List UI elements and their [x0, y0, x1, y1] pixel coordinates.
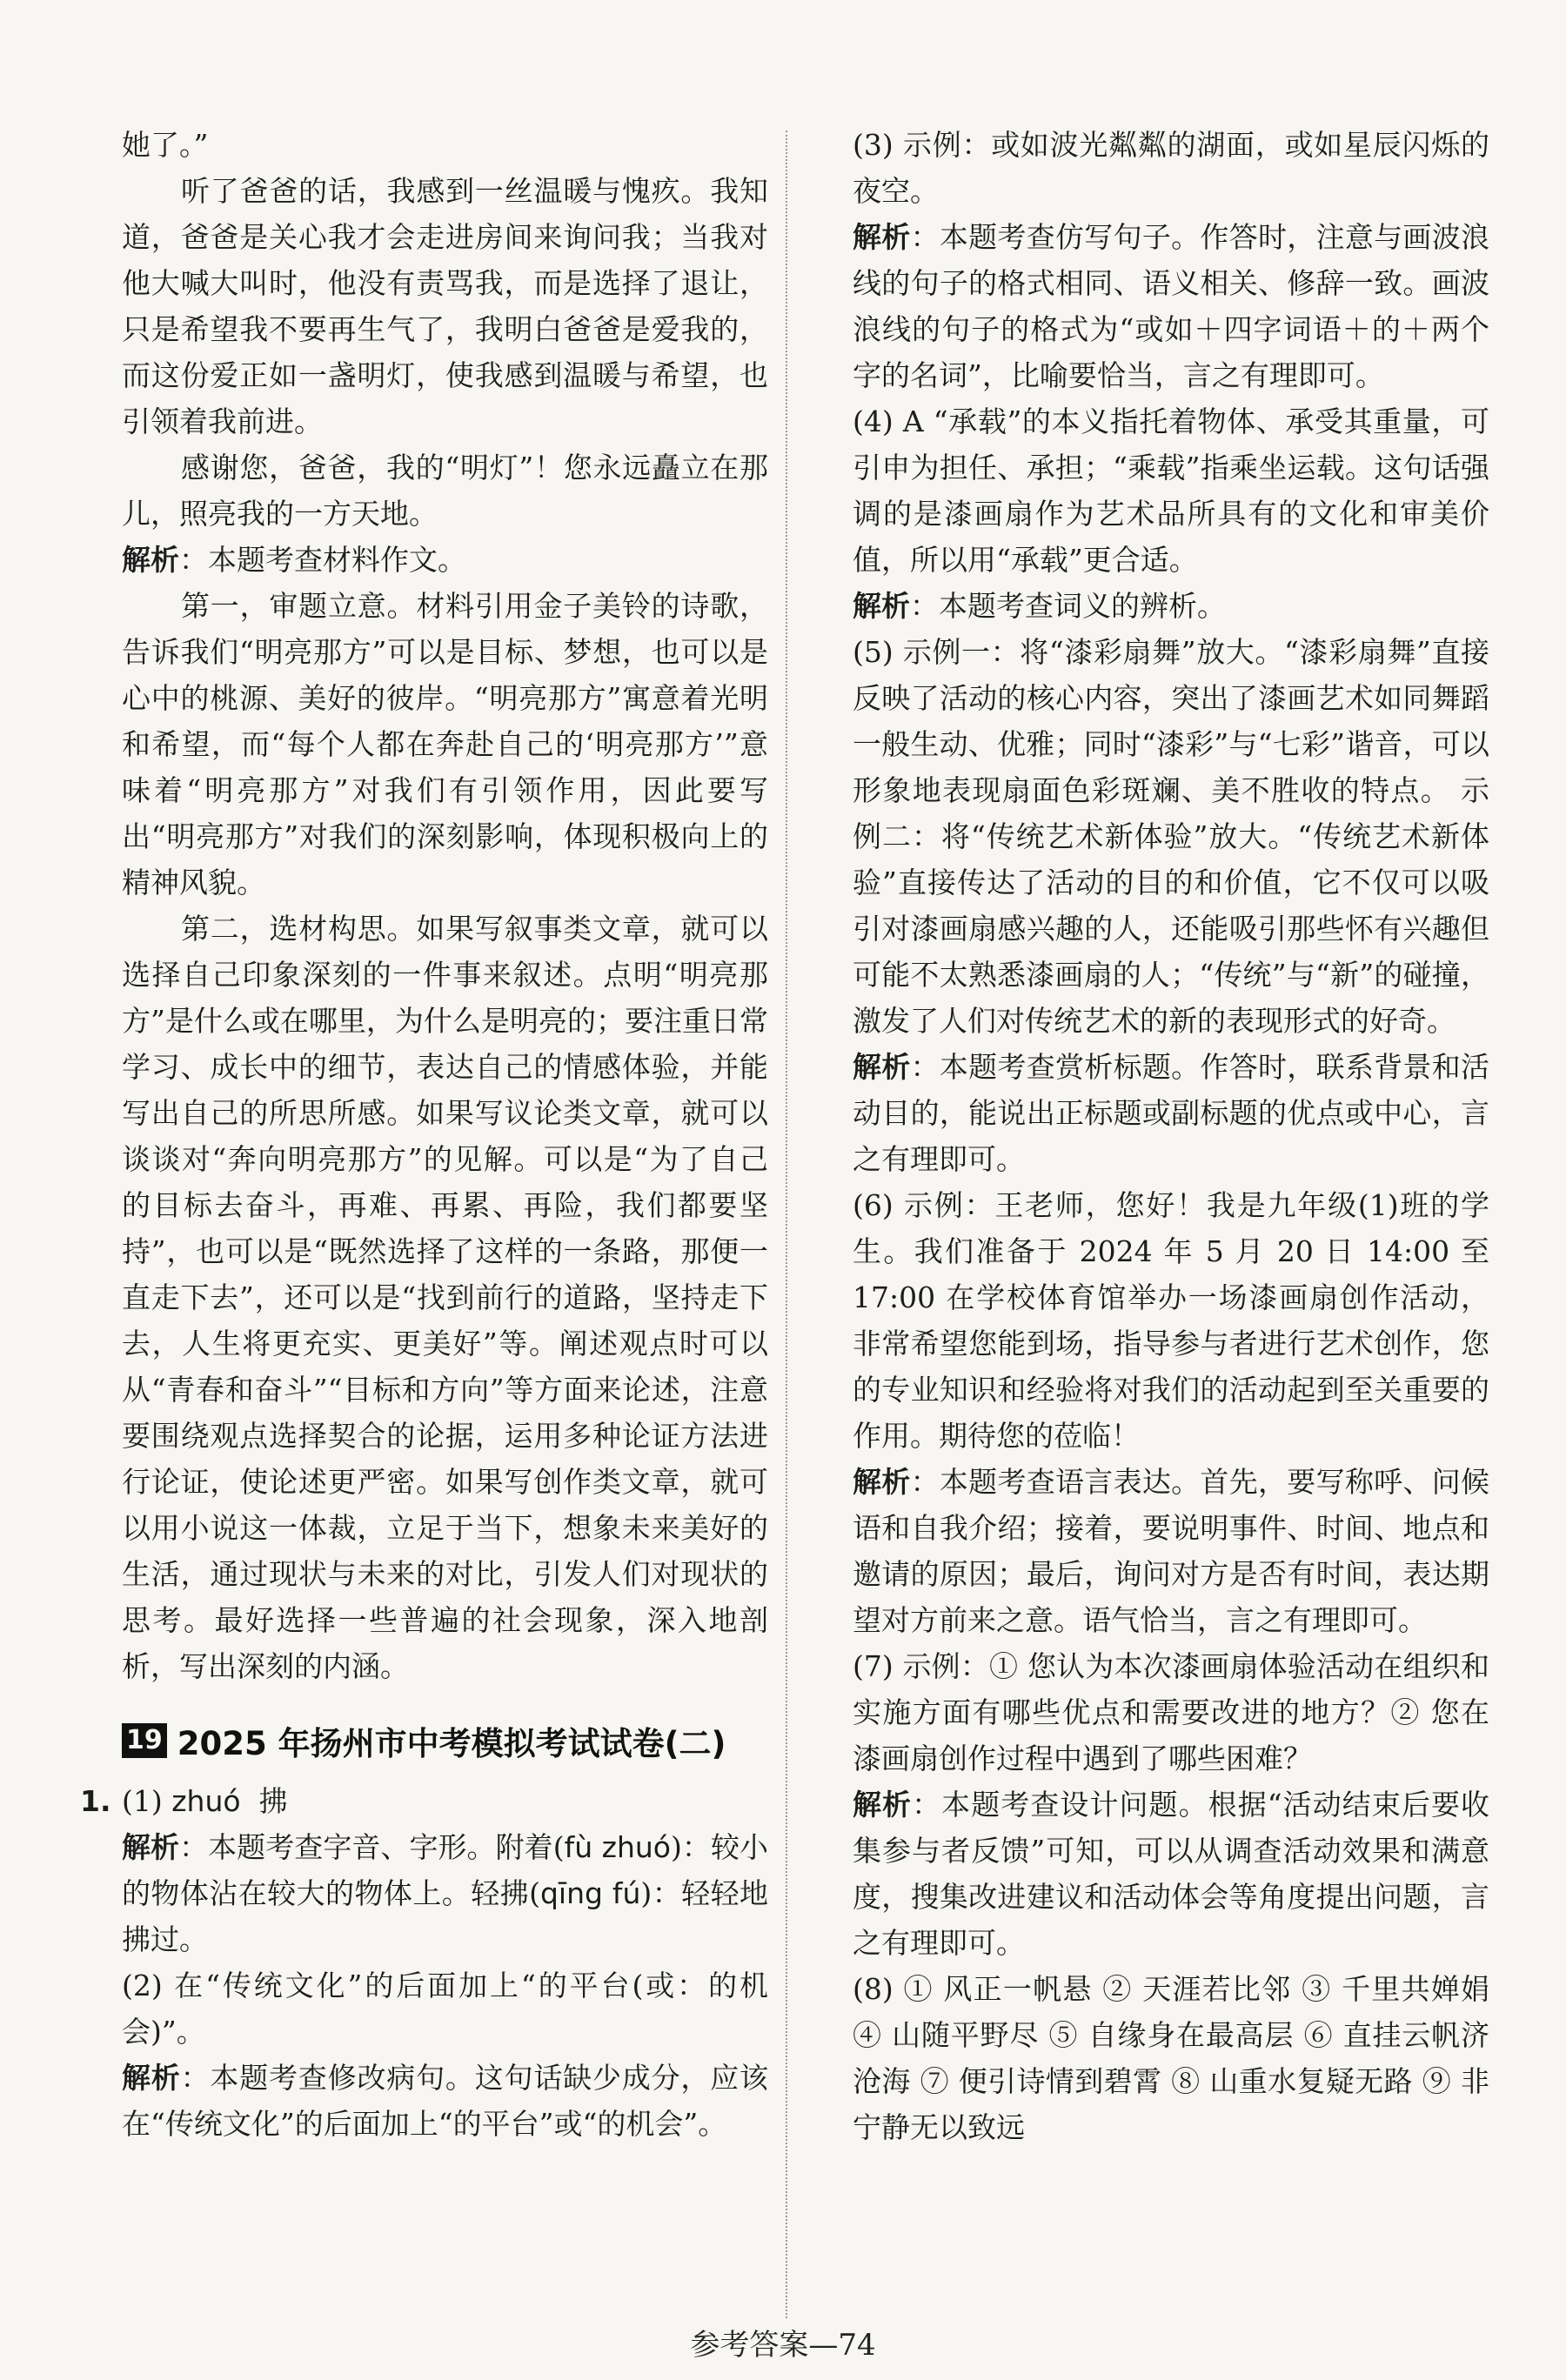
- essay-ending-line: 她了。”: [122, 128, 209, 162]
- question-1-part-6: (6) 示例：王老师，您好！我是九年级(1)班的学生。我们准备于 2024 年 5 月 20 日 14:00 至 17:00 在学校体育馆举办一场漆画扇创作活动，非常希望您能到场，指导参与者进行艺术创作，您的专业知识和经验将对我们的活动起到至关重要的作用。期待您的莅临！: [853, 1188, 1489, 1453]
- analysis-text: ：本题考查语言表达。首先，要写称呼、问候语和自我介绍；接着，要说明事件、时间、地点和邀请的原因；最后，询问对方是否有时间，表达期望对方前来之意。语气恰当，言之有理即可。: [853, 1465, 1490, 1637]
- pinyin-fuzhuo: fù zhuó: [564, 1830, 671, 1864]
- analysis-text: )：轻轻地拂过。: [122, 1876, 768, 1956]
- essay-paragraph-thanks: 感谢您，爸爸，我的“明灯”！您永远矗立在那儿，照亮我的一方天地。: [122, 451, 768, 531]
- analysis-label: 解析: [853, 589, 910, 623]
- analysis-label: 解析: [122, 2061, 181, 2095]
- analysis-label: 解析: [122, 543, 179, 577]
- section-title: 2025 年扬州市中考模拟考试试卷(二): [177, 1725, 726, 1762]
- left-column: [80, 122, 769, 2147]
- section-number-badge: 19: [122, 1723, 167, 1758]
- column-divider: [786, 130, 787, 2318]
- question-1-part-4: (4) A “承载”的本义指托着物体、承受其重量，可引申为担任、承担；“乘载”指乘坐运载。这句话强调的是漆画扇作为艺术品所具有的文化和审美价值，所以用“承载”更合适。: [853, 404, 1489, 577]
- right-column: [853, 122, 1489, 2150]
- essay-paragraph-warmth: 听了爸爸的话，我感到一丝温暖与愧疚。我知道，爸爸是关心我才会走进房间来询问我；当我对他大喊大叫时，他没有责骂我，而是选择了退让，只是希望我不要再生气了，我明白爸爸是爱我的，而这份爱正如一盏明灯，使我感到温暖与希望，也引领着我前进。: [122, 174, 768, 438]
- analysis-paragraph-topic: 第一，审题立意。材料引用金子美铃的诗歌，告诉我们“明亮那方”可以是目标、梦想，也可以是心中的桃源、美好的彼岸。“明亮那方”寓意着光明和希望，而“每个人都在奔赴自己的‘明亮那方’”意味着“明亮那方”对我们有引领作用，因此要写出“明亮那方”对我们的深刻影响，体现积极向上的精神风貌。: [122, 589, 768, 899]
- analysis-label: 解析: [122, 1830, 180, 1864]
- section-heading: [122, 1717, 768, 1764]
- page-footer: 参考答案—74: [690, 2328, 876, 2363]
- analysis-q1-5: [853, 1044, 1489, 1182]
- question-1-part-8: (8) ① 风正一帆悬 ② 天涯若比邻 ③ 千里共婵娟 ④ 山随平野尽 ⑤ 自缘身在最高层 ⑥ 直挂云帆济沧海 ⑦ 便引诗情到碧霄 ⑧ 山重水复疑无路 ⑨ 非宁静无以致远: [853, 1972, 1489, 2144]
- question-1-part-7: (7) 示例：① 您认为本次漆画扇体验活动在组织和实施方面有哪些优点和需要改进的地方？② 您在漆画扇创作过程中遇到了哪些困难？: [853, 1649, 1489, 1775]
- question-1-part-3: (3) 示例：或如波光粼粼的湖面，或如星辰闪烁的夜空。: [853, 128, 1489, 208]
- analysis-text: ：本题考查仿写句子。作答时，注意与画波浪线的句子的格式相同、语义相关、修辞一致。画波浪线的句子的格式为“或如＋四字词语＋的＋两个字的名词”，比喻要恰当，言之有理即可。: [853, 220, 1490, 392]
- analysis-text: ：本题考查字音、字形。附着(: [179, 1830, 565, 1864]
- analysis-essay: [122, 537, 768, 583]
- analysis-label: 解析: [853, 1788, 913, 1822]
- question-1-part-2: (2) 在“传统文化”的后面加上“的平台(或：的机会)”。: [122, 1969, 768, 2049]
- analysis-q1-2: [122, 2055, 768, 2147]
- question-number: 1.: [80, 1784, 111, 1818]
- analysis-text: ：本题考查修改病句。这句话缺少成分，应该在“传统文化”的后面加上“的平台”或“的机会”。: [122, 2061, 769, 2141]
- question-1-part-5: (5) 示例一：将“漆彩扇舞”放大。“漆彩扇舞”直接反映了活动的核心内容，突出了漆画艺术如同舞蹈一般生动、优雅；同时“漆彩”与“七彩”谐音，可以形象地表现扇面色彩斑斓、美不胜收的特点。 示例二：将“传统艺术新体验”放大。“传统艺术新体验”直接传达了活动的目的和价值，它不仅可以吸引对漆画扇感兴趣的人，还能吸引那些怀有兴趣但可能不太熟悉漆画扇的人；“传统”与“新”的碰撞，激发了人们对传统艺术的新的表现形式的好奇。: [853, 635, 1489, 1038]
- analysis-q1-7: [853, 1782, 1489, 1966]
- analysis-paragraph-material: 第二，选材构思。如果写叙事类文章，就可以选择自己印象深刻的一件事来叙述。点明“明亮那方”是什么或在哪里，为什么是明亮的；要注重日常学习、成长中的细节，表达自己的情感体验，并能写出自己的所思所感。如果写议论类文章，就可以谈谈对“奔向明亮那方”的见解。可以是“为了自己的目标去奋斗，再难、再累、再险，我们都要坚持”，也可以是“既然选择了这样的一条路，那便一直走下去”，还可以是“找到前行的道路，坚持走下去，人生将更充实、更美好”等。阐述观点时可以从“青春和奋斗”“目标和方向”等方面来论述，注意要围绕观点选择契合的论据，运用多种论证方法进行论证，使论述更严密。如果写创作类文章，就可以用小说这一体裁，立足于当下，想象未来美好的生活，通过现状与未来的对比，引发人们对现状的思考。最好选择一些普遍的社会现象，深入地剖析，写出深刻的内涵。: [122, 912, 768, 1683]
- pinyin-qingfu: qīng fú: [539, 1876, 641, 1910]
- analysis-text: ：本题考查赏析标题。作答时，联系背景和活动目的，能说出正标题或副标题的优点或中心，言之有理即可。: [853, 1050, 1490, 1176]
- pinyin-answer: zhuó: [171, 1784, 241, 1818]
- question-1-part-1: [80, 1778, 768, 1824]
- character-answer: 拂: [240, 1784, 288, 1818]
- analysis-label: 解析: [853, 220, 911, 254]
- analysis-q1-3: [853, 214, 1489, 398]
- part-label: (1): [122, 1784, 172, 1818]
- analysis-text: )：较小的物体沾在较大的物体上。轻拂(: [122, 1830, 769, 1910]
- analysis-label: 解析: [853, 1465, 911, 1499]
- analysis-label: 解析: [853, 1050, 911, 1084]
- analysis-q1-1: [122, 1824, 768, 1962]
- analysis-q1-4: [853, 583, 1489, 629]
- analysis-text: ：本题考查设计问题。根据“活动结束后要收集参与者反馈”可知，可以从调查活动效果和满意度，搜集改进建议和活动体会等角度提出问题，言之有理即可。: [853, 1788, 1489, 1960]
- analysis-text: ：本题考查词义的辨析。: [910, 589, 1226, 623]
- analysis-q1-6: [853, 1459, 1489, 1643]
- analysis-text: ：本题考查材料作文。: [179, 543, 466, 577]
